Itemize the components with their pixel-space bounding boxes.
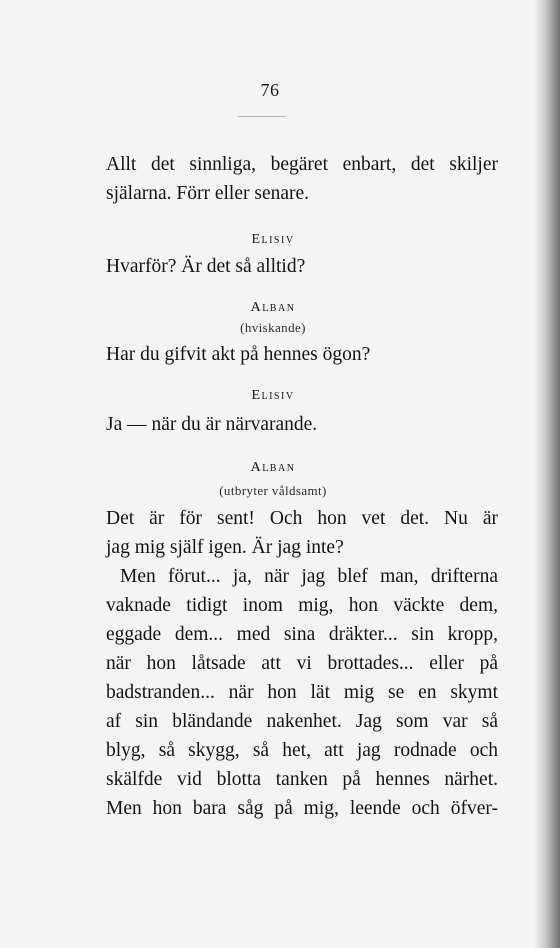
text-line: blyg, så skygg, så het, att jag rodnade och [106, 740, 498, 761]
paragraph-1 [106, 150, 498, 208]
text-line: jag mig själf igen. Är jag inte? [106, 537, 344, 558]
text-line: Har du gifvit akt på hennes ögon? [106, 344, 371, 365]
paragraph-5 [106, 504, 498, 823]
text-line: badstranden... när hon lät mig se en skymt [106, 682, 498, 703]
text-line: själarna. Förr eller senare. [106, 183, 310, 204]
text-line: af sin bländande nakenhet. Jag som var så [106, 711, 498, 732]
text-line: när hon låtsade att vi brottades... eller på [106, 653, 498, 674]
text-line: Allt det sinnliga, begäret enbart, det skiljer [106, 154, 498, 175]
text-line: Men förut... ja, när jag blef man, drifterna [120, 566, 498, 587]
speaker-name: Alban [250, 300, 296, 315]
text-line: vaknade tidigt inom mig, hon väckte dem, [106, 595, 498, 616]
text-line: skälfde vid blotta tanken på hennes närhet. [106, 769, 498, 790]
paragraph-3 [106, 340, 498, 369]
text-line: Ja — när du är närvarande. [106, 414, 318, 435]
page-number: 76 [260, 80, 280, 100]
stage-direction: (hviskande) [240, 320, 306, 335]
header-rule [238, 116, 286, 117]
paragraph-4 [106, 410, 498, 439]
text-line: Men hon bara såg på mig, leende och öfver- [106, 798, 498, 819]
speaker-name: Elisiv [251, 388, 295, 403]
paragraph-2 [106, 252, 498, 281]
text-line: Det är för sent! Och hon vet det. Nu är [106, 508, 498, 529]
text-line: eggade dem... med sina dräkter... sin kropp, [106, 624, 498, 645]
speaker-name: Alban [250, 460, 296, 475]
text-line: Hvarför? Är det så alltid? [106, 256, 306, 277]
stage-direction: (utbryter våldsamt) [219, 483, 327, 498]
speaker-name: Elisiv [251, 232, 295, 247]
